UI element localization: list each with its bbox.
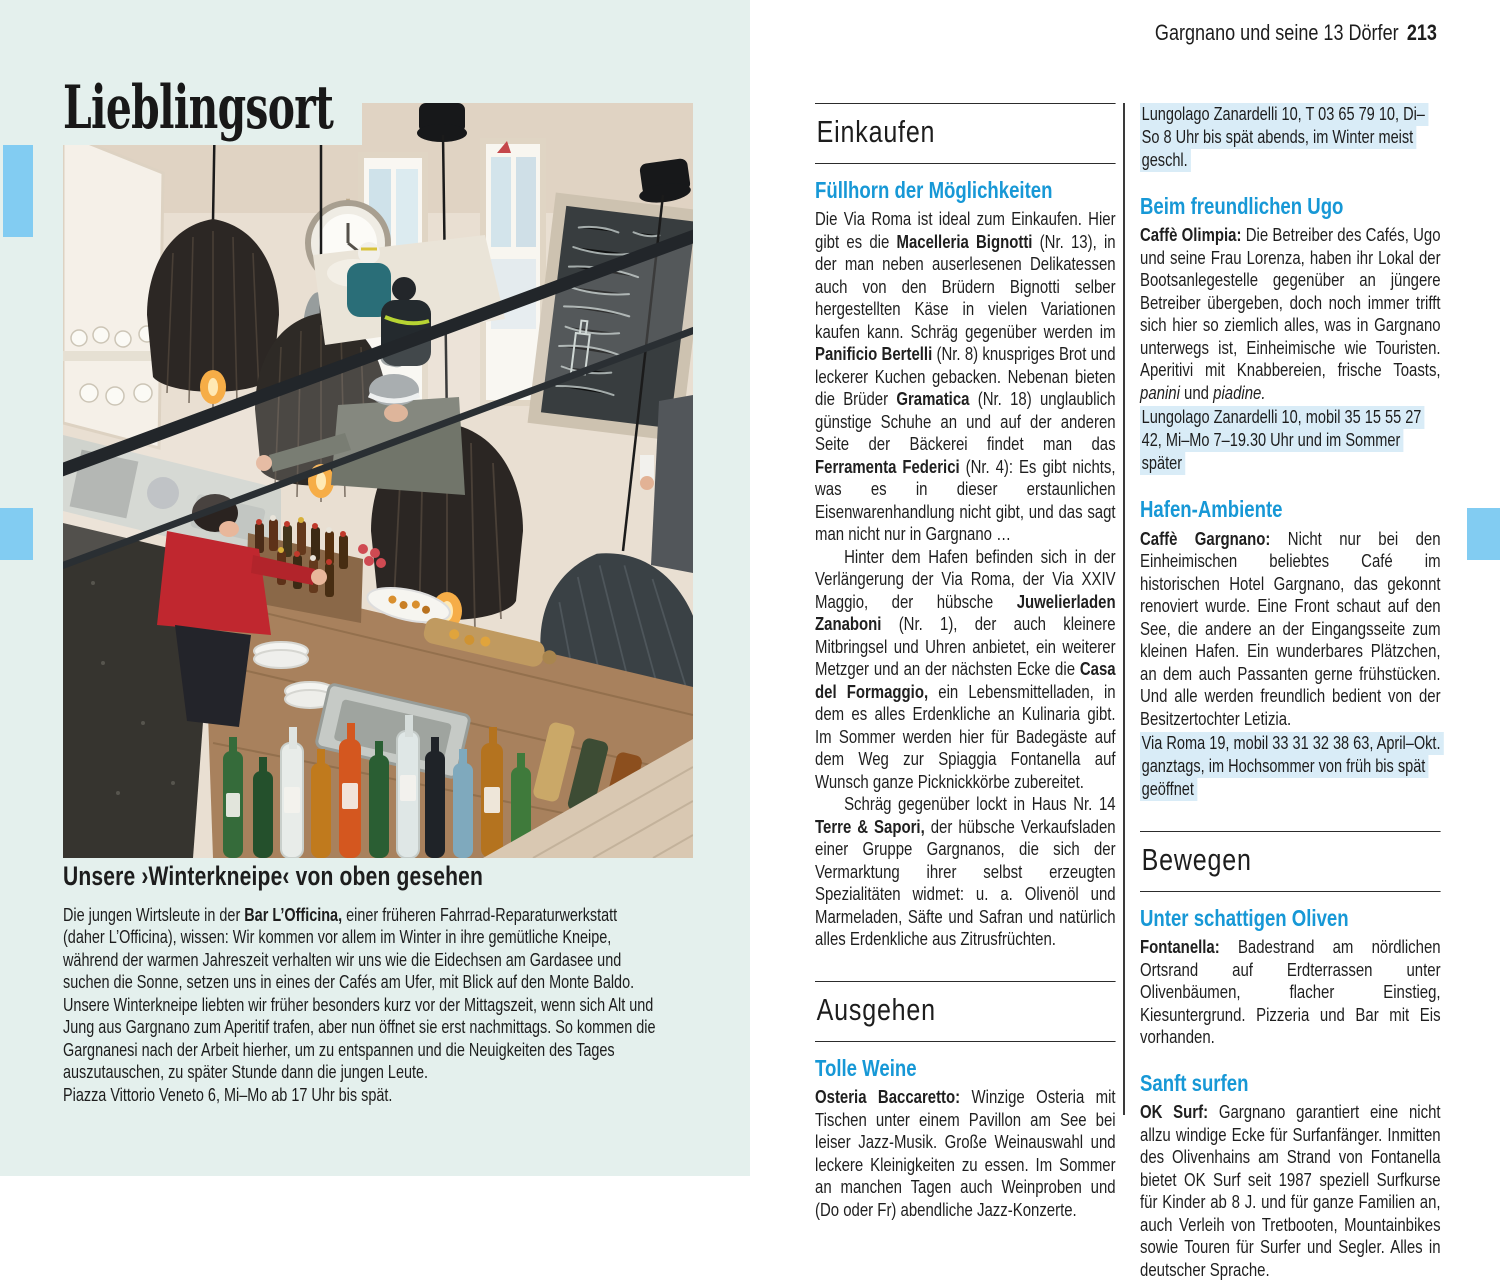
address-note (1140, 103, 1441, 172)
subheading: Füllhorn der Möglichkeiten (815, 177, 1053, 203)
text-run: (Nr. 13), in der man neben auserlesenen Delikatessen auch von den Brüdern Bignotti selber hergestellten Käse in vielen Variationen kaufen kann. Schräg gegenüber werden im (815, 230, 1116, 342)
column-divider (1123, 103, 1125, 1115)
text-run: Terre & Sapori, (815, 815, 925, 837)
text-run: OK Surf: (1140, 1101, 1209, 1123)
paragraph (815, 793, 1116, 951)
page-kicker: Lieblingsort (63, 73, 334, 143)
white-cap (358, 242, 380, 264)
text-run: Gargnano garantiert eine nicht allzu windige Ecke für Surfanfänger. Inmitten des Olivenhains am Strand von Fontanella bietet OK Surf seit 1987 speziell Surfkurse für Kinder ab 8 J. und für ganze Familien an, auch Verleih von Tretbooten, Mountainbikes sowie Touren für Surfer und Segler. Alles in deutscher Sprache. (1140, 1101, 1441, 1280)
text-run: Die Betreiber des Cafés, Ugo und seine Frau Lorenza, haben ihr Lokal der Bootsanlegestelle gegenüber an jüngere Betreiber übergeben, doch noch immer trifft sich hier so ziemlich alles, was in Gargnano unterwegs ist, Einheimische wie Touristen. Aperitivi mit Knabbereien, frische Toasts, (1140, 224, 1441, 381)
address-note (1140, 732, 1441, 801)
text-run: Panificio Bertelli (815, 343, 933, 365)
address-note (1140, 406, 1441, 475)
text-run: einer früheren Fahrrad-Reparaturwerkstatt (daher L’Officina), wissen: Wir kommen vor allem im Winter in ihre gemütliche Kneipe, während der warmen Jahreszeit verhalten wir uns wie die Eidechsen am Gardasee und suchen die Sonne, setzen uns in eines der Cafés am Ufer, mit Blick auf den Monte Baldo. Unsere Winterkneipe liebten wir früher besonders kurz vor der Mittagszeit, wenn sich Alt und Jung aus Gargnano zum Aperitif trafen, aber nun öffnet sie erst nachmittags. So kommen die Gargnanesi nach der Arbeit hierher, um zu entspannen und die Neuigkeiten des Tages auszutauschen, zu später Stunde dann die jungen Leute. (63, 903, 656, 1083)
section-heading: Einkaufen (815, 103, 1116, 164)
text-run: Lungolago Zanardelli 10, T 03 65 79 10, Di–So 8 Uhr bis spät abends, im Winter meist geschl. (1141, 104, 1425, 170)
text-run: Nicht nur bei den Einheimischen beliebtes Café im historischen Hotel Gargnano, das gekonnt renoviert wurde. Eine Front schaut auf den See, die andere an der Eingangsseite zum kleinen Hafen. Ein wunderbares Plätzchen, an dem auch Passanten gerne frühstücken. Und alle werden freundlich bedient von der Besitzertochter Letizia. (1140, 527, 1441, 729)
paragraph (815, 1086, 1116, 1221)
running-title: Gargnano und seine 13 Dörfer (1154, 20, 1399, 45)
article-title: Unsere ›Winterkneipe‹ von oben gesehen (63, 861, 484, 891)
subheading: Hafen-Ambiente (1140, 496, 1283, 523)
text-run: Lungolago Zanardelli 10, mobil 35 15 55 27 42, Mi–Mo 7–19.30 Uhr und im Sommer später (1141, 407, 1422, 474)
paragraph (1140, 1101, 1441, 1281)
chapter-thumb-tab-left (0, 508, 33, 560)
text-run: Gramatica (896, 388, 970, 410)
subheading: Sanft surfen (1140, 1069, 1249, 1096)
text-run: (Nr. 1), der auch kleinere Mitbringsel und Uhren anbietet, ein weiterer Metzger und an der nächsten Ecke die (815, 613, 1116, 680)
subheading: Unter schattigen Oliven (1140, 905, 1349, 932)
article-address: Piazza Vittorio Veneto 6, Mi–Mo ab 17 Uhr bis spät. (63, 1083, 393, 1105)
text-run: Fontanella: (1140, 936, 1220, 958)
feature-article (63, 862, 657, 1106)
text-run: (Nr. 8) knuspriges Brot und leckerer Kuchen gebacken. Nebenan bieten die Brüder (815, 343, 1116, 410)
paragraph (815, 546, 1116, 794)
text-run: Bar L’Officina, (244, 903, 343, 925)
section-heading: Bewegen (1140, 831, 1441, 892)
column-2 (1140, 103, 1441, 1281)
text-run: Osteria Baccaretto: (815, 1086, 961, 1108)
running-head (1155, 20, 1437, 46)
address-highlight (1140, 732, 1444, 801)
text-run: piadine. (1213, 381, 1266, 403)
text-run: Die Via Roma ist ideal zum Einkaufen. Hier gibt es die (815, 208, 1116, 252)
bar-photo (63, 103, 693, 858)
text-run: Winzige Osteria mit Tischen unter einem Pavillon am See bei leiser Jazz-Musik. Große Weinauswahl und leckere Kleinigkeiten zu essen. Im Sommer an manchen Tagen auch Weinproben und (Do oder Fr) abendliche Jazz-Konzerte. (815, 1086, 1116, 1220)
paragraph (1140, 936, 1441, 1049)
address-highlight (1140, 103, 1428, 172)
text-run: Caffè Olimpia: (1140, 224, 1242, 246)
text-run: Badestrand am nördlichen Ortsrand auf Erdterrassen unter Olivenbäumen, flacher Einstieg, Kiesuntergrund. Pizzeria und Bar mit Eis vorhanden. (1140, 936, 1441, 1048)
text-run: der hübsche Verkaufsladen einer Gruppe Gargnanos, die sich der Vermarktung ihrer selbst erzeugten Spezialitäten widmet: u. a. Olivenöl und Marmeladen, Säfte und Safran und natürlich alles Erdenkliche aus Zitrusfrüchten. (815, 815, 1116, 950)
text-run: Die jungen Wirtsleute in der (63, 903, 245, 925)
text-run: Casa del Formaggio, (815, 658, 1116, 702)
text-run: Hinter dem Hafen befinden sich in der Verlängerung der Via Roma, der Via XXIV Maggio, der hübsche (815, 545, 1116, 612)
address-highlight (1140, 406, 1425, 475)
paragraph (1140, 224, 1441, 404)
left-page (0, 0, 750, 1176)
text-run: (Nr. 4): Es gibt nichts, was es in dieser erstaunlichen Eisenwarenhandlung nicht gibt, und das sagt man nicht nur in Gargnano … (815, 455, 1116, 545)
text-run: panini (1140, 381, 1180, 403)
chapter-thumb-tab-right (1467, 508, 1500, 560)
text-run: Schräg gegenüber lockt in Haus Nr. 14 (844, 793, 1116, 815)
paragraph (1140, 528, 1441, 731)
subheading: Tolle Weine (815, 1054, 917, 1081)
article-body (63, 904, 657, 1084)
paragraph (815, 208, 1116, 546)
black-cap (392, 277, 416, 301)
page-number-right: 213 (1406, 20, 1437, 45)
section-heading: Ausgehen (815, 981, 1116, 1042)
text-run: Macelleria Bignotti (896, 230, 1033, 252)
text-run: ein Lebensmittelladen, in dem es alles Erdenkliche an Kulinaria gibt. Im Sommer werden hier für Badegäste auf dem Weg zur Spiaggia Fontanella auf Wunsch ganze Picknickkörbe zubereitet. (815, 680, 1116, 792)
right-page (750, 0, 1500, 1280)
subheading: Beim freundlichen Ugo (1140, 193, 1344, 219)
text-run: und (1179, 381, 1214, 403)
bar-photo-illustration (63, 103, 693, 858)
text-run: Via Roma 19, mobil 33 31 32 38 63, April–Okt. ganztags, im Hochsommer von früh bis spät geöffnet (1141, 733, 1441, 800)
column-1 (815, 103, 1116, 1221)
text-run: (Nr. 18) unglaublich günstige Schuhe an und auf der anderen Seite der Bäckerei findet man das (815, 388, 1116, 455)
text-run: Juwelierladen Zanaboni (815, 590, 1116, 635)
kicker-box (0, 0, 362, 145)
text-run: Ferramenta Federici (815, 455, 960, 477)
text-run: Caffè Gargnano: (1140, 527, 1271, 549)
